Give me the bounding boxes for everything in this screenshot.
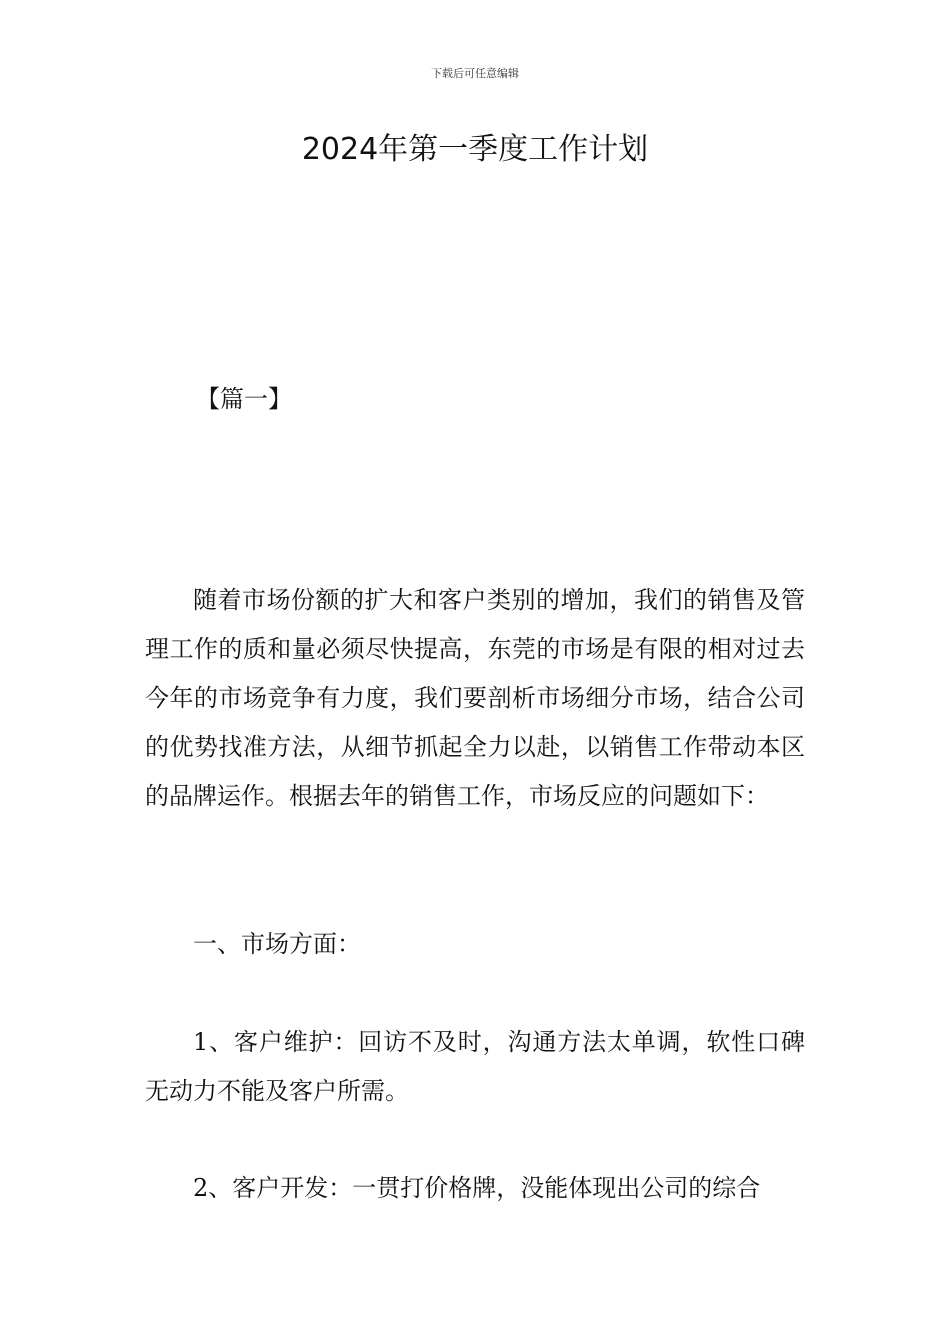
list-item-customer-maintenance: 1、客户维护：回访不及时，沟通方法太单调，软性口碑无动力不能及客户所需。 bbox=[145, 1028, 805, 1105]
list-item-customer-development: 2、客户开发：一贯打价格牌，没能体现出公司的综合 bbox=[193, 1174, 761, 1202]
section-label: 【篇一】 bbox=[196, 385, 292, 413]
market-heading: 一、市场方面： bbox=[193, 930, 361, 958]
header-note: 下载后可任意编辑 bbox=[431, 67, 519, 80]
document-title: 2024年第一季度工作计划 bbox=[301, 132, 649, 167]
intro-paragraph: 随着市场份额的扩大和客户类别的增加，我们的销售及管理工作的质和量必须尽快提高，东莞的市场是有限的相对过去今年的市场竞争有力度，我们要剖析市场细分市场，结合公司的优势找准方法，从细节抓起全力以赴，以销售工作带动本区的品牌运作。根据去年的销售工作，市场反应的问题如下： bbox=[145, 586, 805, 810]
